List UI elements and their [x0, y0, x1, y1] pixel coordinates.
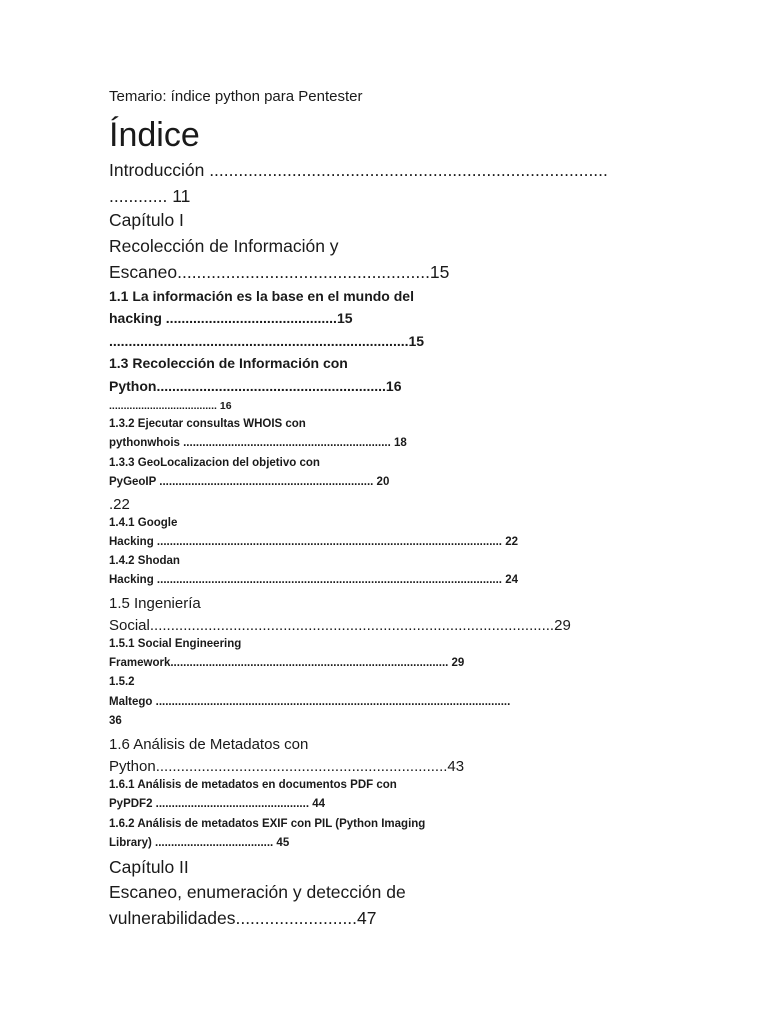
toc-line: 1.5 Ingeniería — [109, 595, 201, 612]
index-title: Índice — [109, 116, 200, 154]
toc-line: hacking ............................................15 — [109, 310, 353, 326]
toc-line: 1.4.2 Shodan — [109, 555, 180, 567]
toc-line: pythonwhois ................................................................. 18 — [109, 437, 407, 449]
toc-line: ..................................... 16 — [109, 400, 232, 412]
document-header: Temario: índice python para Pentester — [109, 88, 363, 105]
toc-line: Escaneo, enumeración y detección de — [109, 882, 406, 902]
toc-line: Maltego ............................................................................................................... — [109, 696, 511, 708]
toc-line: 1.6 Análisis de Metadatos con — [109, 736, 309, 753]
toc-line: 1.6.1 Análisis de metadatos en documentos PDF con — [109, 779, 397, 791]
toc-line: PyPDF2 ................................................ 44 — [109, 798, 326, 810]
toc-line: Escaneo....................................................15 — [109, 262, 450, 282]
toc-line: 1.4.1 Google — [109, 517, 178, 529]
toc-line: .............................................................................15 — [109, 333, 425, 349]
toc-line: Python...........................................................16 — [109, 378, 402, 394]
toc-line: 1.5.2 — [109, 676, 135, 688]
toc-line: Framework....................................................................................... 29 — [109, 657, 465, 669]
toc-line: Social.................................................................................................29 — [109, 617, 571, 634]
toc-chapter-2: Capítulo II — [109, 857, 189, 877]
toc-line-intro: Introducción .................................................................................. — [109, 160, 608, 180]
toc-line: Library) ..................................... 45 — [109, 837, 290, 849]
toc-line: 36 — [109, 715, 122, 727]
toc-line: vulnerabilidades.........................47 — [109, 908, 377, 928]
toc-line: Python......................................................................43 — [109, 758, 465, 775]
toc-line: Recolección de Información y — [109, 236, 339, 256]
toc-line: 1.3.2 Ejecutar consultas WHOIS con — [109, 418, 306, 430]
toc-line: 1.5.1 Social Engineering — [109, 638, 242, 650]
toc-line: Hacking ............................................................................................................ 22 — [109, 536, 518, 548]
toc-line: 1.3.3 GeoLocalizacion del objetivo con — [109, 457, 320, 469]
toc-line: .22 — [109, 496, 130, 513]
toc-chapter-1: Capítulo I — [109, 210, 184, 230]
toc-line: PyGeoIP ................................................................... 20 — [109, 476, 390, 488]
toc-line: Hacking ............................................................................................................ 24 — [109, 574, 518, 586]
toc-line: 1.1 La información es la base en el mundo del — [109, 288, 414, 304]
toc-line-intro-page: ............ 11 — [109, 186, 191, 206]
toc-line: 1.3 Recolección de Información con — [109, 355, 348, 371]
toc-line: 1.6.2 Análisis de metadatos EXIF con PIL (Python Imaging — [109, 818, 426, 830]
